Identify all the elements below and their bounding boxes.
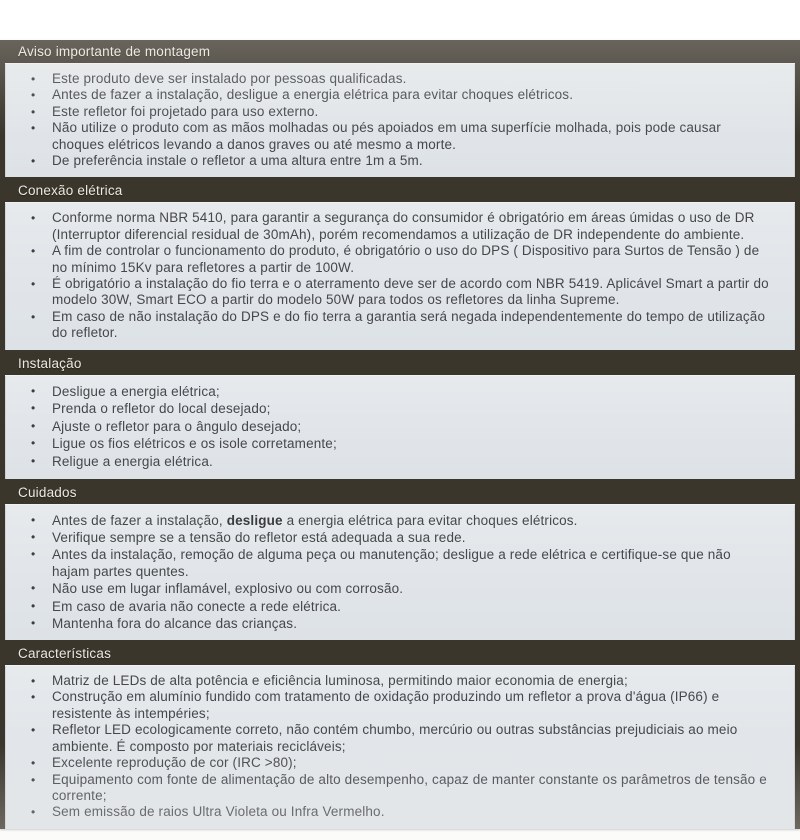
section <box>0 640 800 829</box>
bullet-dot-icon: • <box>31 418 36 433</box>
section-title: Aviso importante de montagem <box>18 44 211 59</box>
bullet-item <box>5 309 771 342</box>
bullet-dot-icon: • <box>31 436 36 451</box>
section <box>0 40 800 177</box>
section <box>0 350 800 479</box>
bullet-text: Não utilize o produto com as mãos molhadas ou pés apoiados em uma superfície molhada, pois pode causar choques elétricos levando a danos graves ou até mesmo a morte. <box>52 120 721 152</box>
bullet-item <box>5 615 771 632</box>
bullet-dot-icon: • <box>31 674 36 689</box>
bullet-text: Mantenha fora do alcance das crianças. <box>52 615 298 631</box>
bullet-item <box>5 755 771 771</box>
bullet-item <box>5 120 771 153</box>
section <box>0 177 800 349</box>
bullet-text: Ligue os fios elétricos e os isole corretamente; <box>52 436 337 452</box>
bullet-text: Desligue a energia elétrica; <box>52 383 220 399</box>
bullet-text: Religue a energia elétrica. <box>52 454 213 470</box>
bullet-dot-icon: • <box>31 383 36 398</box>
section-title: Conexão elétrica <box>18 183 123 199</box>
section <box>0 479 800 640</box>
bullet-text: Sem emissão de raios Ultra Violeta ou Infra Vermelho. <box>52 804 385 820</box>
bullet-item <box>5 689 771 722</box>
bullet-dot-icon: • <box>31 756 36 771</box>
bullet-dot-icon: • <box>31 547 36 562</box>
bullet-text: Prenda o refletor do local desejado; <box>52 401 271 417</box>
bullet-text: Refletor LED ecologicamente correto, não contém chumbo, mercúrio ou outras substâncias prejudiciais ao meio ambiente. É composto por materiais recicláveis; <box>52 722 738 754</box>
bullet-text: Não use em lugar inflamável, explosivo ou com corrosão. <box>52 581 404 597</box>
bullet-item <box>5 104 771 120</box>
bullet-dot-icon: • <box>31 104 36 119</box>
bullet-item <box>5 383 771 401</box>
bullet-text: Matriz de LEDs de alta potência e eficiência luminosa, permitindo maior economia de energia; <box>52 673 628 689</box>
bullet-item <box>5 722 771 755</box>
bullet-item <box>5 276 771 309</box>
bullet-text: Antes da instalação, remoção de alguma peça ou manutenção; desligue a rede elétrica e certifique-se que não hajam partes quentes. <box>52 547 731 580</box>
bullet-dot-icon: • <box>31 454 36 469</box>
bullet-dot-icon: • <box>31 72 36 86</box>
bullet-text: Antes de fazer a instalação, desligue a energia elétrica para evitar choques elétricos. <box>52 512 578 528</box>
bullet-dot-icon: • <box>31 512 36 527</box>
instruction-sheet <box>0 40 800 829</box>
bullet-text: Excelente reprodução de cor (IRC >80); <box>52 755 297 771</box>
bullet-list <box>5 504 795 640</box>
bullet-item <box>5 673 771 689</box>
bullet-text: Em caso de não instalação do DPS e do fio terra a garantia será negada independentemente do tempo de utilização do refletor. <box>52 308 766 341</box>
bullet-dot-icon: • <box>31 581 36 596</box>
bullet-text: Este refletor foi projetado para uso externo. <box>52 103 319 119</box>
bullet-item <box>5 529 771 546</box>
bullet-text: Equipamento com fonte de alimentação de alto desempenho, capaz de manter constante os parâmetros de tensão e corrente; <box>52 771 767 803</box>
bullet-item <box>5 453 771 471</box>
bullet-item <box>5 87 771 103</box>
bullet-item <box>5 71 771 87</box>
bullet-item <box>5 210 771 243</box>
bullet-item <box>5 512 771 529</box>
bullet-text: Este produto deve ser instalado por pessoas qualificadas. <box>52 71 407 86</box>
bullet-text: Em caso de avaria não conecte a rede elétrica. <box>52 598 342 614</box>
bullet-text: Antes de fazer a instalação, desligue a energia elétrica para evitar choques elétricos. <box>52 87 574 103</box>
bullet-dot-icon: • <box>31 154 36 169</box>
bullet-dot-icon: • <box>31 723 36 738</box>
bullet-item <box>5 580 771 597</box>
bullet-item <box>5 435 771 453</box>
bullet-dot-icon: • <box>31 615 36 630</box>
bullet-dot-icon: • <box>31 88 36 103</box>
bullet-dot-icon: • <box>31 121 36 136</box>
bullet-text: De preferência instale o refletor a uma altura entre 1m a 5m. <box>52 153 423 169</box>
bullet-list <box>5 375 795 479</box>
bullet-item <box>5 804 771 820</box>
document-page <box>0 40 800 840</box>
bullet-dot-icon: • <box>31 277 36 292</box>
section-title: Instalação <box>18 355 82 371</box>
section-title: Cuidados <box>18 484 77 500</box>
bullet-item <box>5 153 771 169</box>
bullet-dot-icon: • <box>31 805 36 820</box>
bullet-item <box>5 546 771 580</box>
bullet-text: A fim de controlar o funcionamento do produto, é obrigatório o uso do DPS ( Dispositivo para Surtos de Tensão ) de no mínimo 15Kv para refletores a partir de 100W. <box>52 243 760 275</box>
bullet-dot-icon: • <box>31 690 36 705</box>
bullet-item <box>5 418 771 436</box>
bullet-dot-icon: • <box>31 529 36 544</box>
bullet-text: Conforme norma NBR 5410, para garantir a segurança do consumidor é obrigatório em áreas úmidas o uso de DR (Interruptor diferencial residual de 30mAh), porém recomendamos a utilização de DR independente do ambiente. <box>52 210 755 242</box>
bullet-text: É obrigatório a instalação do fio terra e o aterramento deve ser de acordo com NBR 5419. Aplicável Smart a partir do modelo 30W, Smart ECO a partir do modelo 50W para todos os refletores da linha Supreme. <box>52 276 769 308</box>
bullet-item <box>5 243 771 276</box>
bullet-item <box>5 598 771 615</box>
bullet-dot-icon: • <box>31 598 36 613</box>
bullet-list <box>5 202 795 349</box>
sections <box>0 40 800 829</box>
bullet-list <box>5 665 795 829</box>
bullet-dot-icon: • <box>31 244 36 259</box>
bullet-item <box>5 400 771 418</box>
bullet-item <box>5 772 771 805</box>
bullet-dot-icon: • <box>31 211 36 226</box>
bullet-list <box>5 63 795 177</box>
section-title: Características <box>18 646 112 662</box>
bullet-text: Construção em alumínio fundido com tratamento de oxidação produzindo um refletor a prova d'água (IP66) e resistente às intempéries; <box>52 689 720 721</box>
bullet-dot-icon: • <box>31 309 36 324</box>
bullet-text: Verifique sempre se a tensão do refletor está adequada a sua rede. <box>52 529 466 545</box>
bullet-dot-icon: • <box>31 401 36 416</box>
bullet-text: Ajuste o refletor para o ângulo desejado; <box>52 418 302 434</box>
bullet-dot-icon: • <box>31 772 36 787</box>
